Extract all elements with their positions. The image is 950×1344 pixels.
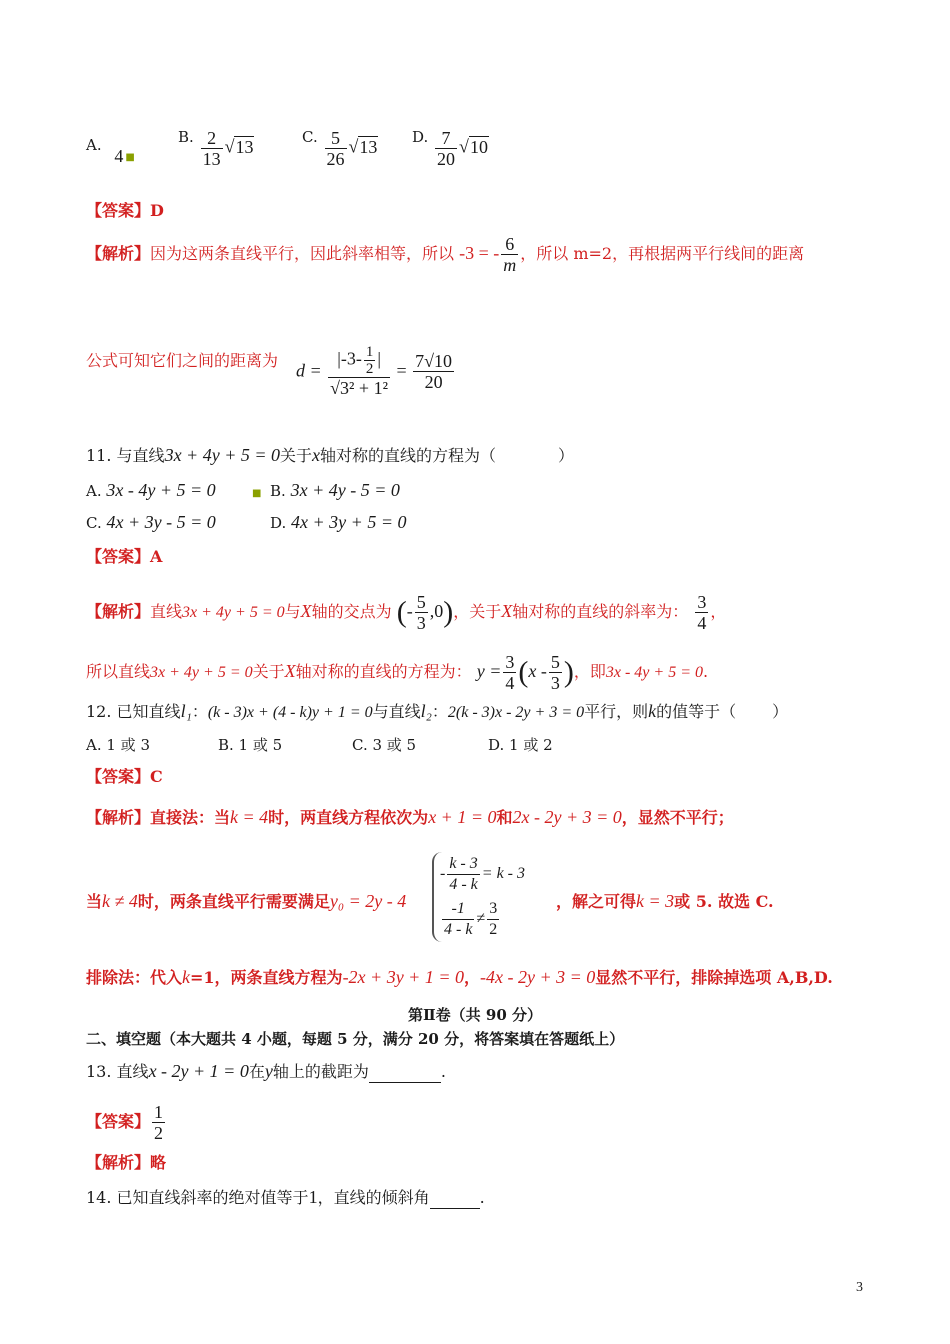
num-text: |-3-	[337, 348, 362, 369]
numerator: 7√10	[415, 350, 453, 371]
stem-text: 与直线	[116, 446, 165, 465]
option-letter: C.	[302, 128, 318, 146]
fraction	[501, 234, 518, 275]
equation: 2(k - 3)x - 2y + 3 = 0	[447, 704, 585, 721]
option-value: 4x + 3y - 5 = 0	[106, 512, 216, 532]
q13-analysis	[86, 1152, 166, 1174]
q10-answer	[86, 200, 164, 222]
option-letter: C.	[86, 514, 102, 532]
sign: -	[406, 601, 413, 621]
analysis-text: ，	[710, 602, 727, 621]
paren-close: )	[443, 595, 454, 629]
option-letter: A.	[86, 482, 102, 500]
question-number: 12.	[86, 702, 112, 721]
system-row-2	[440, 896, 525, 942]
sqrt: √13	[224, 136, 254, 157]
denominator: 26	[326, 149, 345, 169]
analysis-text: 显然不平行，排除掉选项 A,B,D.	[595, 968, 833, 987]
stem-text: 平行，则	[584, 702, 649, 721]
answer-tag: 【答案】	[86, 767, 151, 786]
denominator: 4	[697, 613, 707, 633]
option-value: 4x + 3y + 5 = 0	[291, 512, 407, 532]
fraction	[447, 854, 479, 895]
analysis-text: ，解之可得	[556, 892, 637, 911]
fraction	[442, 899, 474, 940]
q11-option-b	[270, 480, 400, 501]
result-fraction	[413, 351, 454, 392]
answer-tag: 【答案】	[86, 547, 151, 566]
option-value: 3x - 4y + 5 = 0	[106, 480, 216, 500]
fraction	[503, 652, 516, 693]
q13-answer	[86, 1102, 167, 1143]
equals: =	[396, 360, 407, 381]
q12-option-c: C. 3 或 5	[352, 736, 417, 754]
answer-blank[interactable]	[430, 1192, 480, 1209]
answer-value: D	[150, 201, 164, 220]
equation: -2x + 3y + 1 = 0	[342, 967, 464, 987]
numerator: 3	[487, 899, 499, 920]
section-heading: 二、填空题（本大题共 4 小题，每题 5 分，满分 20 分，将答案填在答题纸上）	[86, 1030, 625, 1048]
equation: 3x - 4y + 5 = 0	[605, 664, 703, 681]
q12-answer	[86, 766, 163, 788]
analysis-text: 和	[496, 808, 513, 827]
axis-symbol: X	[501, 601, 513, 621]
sign: -	[440, 865, 446, 882]
equation: 2x - 2y + 3 = 0	[512, 807, 622, 827]
equation: d =	[296, 360, 322, 381]
analysis-text: 与	[284, 602, 301, 621]
fraction	[328, 344, 390, 398]
axis-symbol: X	[284, 661, 296, 681]
denominator: √3² + 1²	[330, 378, 388, 398]
decor-dot: ■	[252, 488, 262, 499]
option-letter: D.	[270, 514, 287, 532]
stem-text: 已知直线	[116, 702, 181, 721]
rhs: = k - 3	[481, 865, 525, 882]
analysis-text: ，即	[573, 662, 606, 681]
denominator: 4	[505, 673, 515, 693]
line-symbol: l₂	[420, 701, 432, 721]
denominator: 2	[365, 361, 374, 377]
q11-option-d	[270, 512, 406, 533]
numerator: 3	[697, 592, 707, 612]
equation: x -	[528, 661, 547, 681]
denominator: 4 - k	[444, 920, 473, 938]
equation: x - 2y + 1 = 0	[148, 1061, 249, 1081]
answer-tag: 【答案】	[86, 201, 151, 220]
numerator: -1	[442, 899, 474, 920]
question-number: 11.	[86, 446, 112, 465]
paren-open: (	[518, 655, 529, 689]
q10-analysis-line1	[86, 234, 804, 275]
q10-option-c	[302, 128, 378, 169]
q11-option-a	[86, 480, 216, 501]
equation: k ≠ 4	[102, 891, 138, 911]
fraction	[487, 899, 499, 940]
equation-system	[432, 852, 525, 942]
analysis-text: .	[703, 662, 709, 681]
q12-option-a: A. 1 或 3	[86, 736, 150, 754]
analysis-tag: 【解析】	[86, 1153, 151, 1172]
fraction	[435, 128, 457, 169]
numerator: 5	[416, 592, 426, 612]
axis-symbol: y	[264, 1061, 273, 1081]
q11-answer	[86, 546, 162, 568]
analysis-text: 排除法：代入	[86, 968, 183, 987]
analysis-text: ，所以 m=2，再根据两平行线间的距离	[520, 244, 805, 263]
point-y: ,0	[429, 601, 444, 621]
q12-analysis-line2	[86, 890, 406, 913]
answer-blank[interactable]	[369, 1066, 441, 1083]
axis-symbol: X	[300, 601, 312, 621]
stem-text: 的值等于（	[656, 702, 737, 721]
numerator: 6	[501, 234, 518, 255]
equation: -3 = -	[459, 243, 500, 263]
equation: k = 3	[636, 891, 675, 911]
q12-analysis-line1	[86, 806, 734, 829]
analysis-text: 时，两条直线平行需要满足	[137, 892, 330, 911]
denominator: 20	[437, 149, 456, 169]
numerator	[328, 344, 390, 378]
numerator: 3	[505, 652, 515, 672]
q12-option-d: D. 1 或 2	[488, 736, 553, 754]
analysis-text: 直线	[150, 602, 183, 621]
option-letter: A.	[86, 136, 102, 154]
denominator: 2	[489, 920, 498, 938]
equation: 3x + 4y + 5 = 0	[150, 664, 253, 681]
analysis-text: 轴对称的直线的方程为：	[295, 662, 472, 681]
equation: x + 1 = 0	[428, 807, 497, 827]
stem-text: ：	[431, 702, 448, 721]
stem-text: .	[479, 1188, 485, 1207]
equation: -4x - 2y + 3 = 0	[480, 967, 596, 987]
fraction	[201, 128, 223, 169]
decor-dot: ■	[125, 152, 135, 163]
q10-analysis-line2	[86, 350, 278, 372]
numerator: 2	[201, 128, 223, 149]
q11-option-c	[86, 512, 216, 533]
section-title: 第Ⅱ卷（共 90 分）	[408, 1006, 542, 1024]
option-letter: B.	[178, 128, 194, 146]
question-number: 14.	[86, 1188, 112, 1207]
stem-text: 与直线	[372, 702, 421, 721]
denominator: 4 - k	[449, 875, 478, 893]
stem-text: 轴上的截距为	[272, 1062, 369, 1081]
answer-tag: 【答案】	[86, 1112, 151, 1131]
q12-analysis-line3	[86, 966, 833, 989]
equation: y =	[476, 661, 502, 681]
denominator: 3	[550, 673, 560, 693]
q11-analysis-line1	[86, 592, 726, 633]
q10-option-a	[86, 134, 135, 166]
q11-stem	[86, 444, 574, 467]
analysis-tag: 【解析】	[86, 808, 151, 827]
stem-text: 直线	[116, 1062, 149, 1081]
not-equal: ≠	[476, 910, 486, 927]
stem-text: ）	[772, 702, 789, 721]
num-text: |	[377, 348, 381, 369]
stem-text: .	[440, 1062, 446, 1081]
analysis-tag: 【解析】	[86, 244, 151, 263]
q10-option-b	[178, 128, 254, 169]
analysis-text: 因为这两条直线平行，因此斜率相等，所以	[150, 244, 455, 263]
denominator: 13	[202, 149, 221, 169]
q12-analysis-line2-tail	[556, 890, 774, 913]
denominator: m	[503, 255, 517, 275]
q12-option-b: B. 1 或 5	[218, 736, 283, 754]
numerator: k - 3	[447, 854, 479, 875]
analysis-text: ，	[463, 968, 480, 987]
stem-text: ，直线的倾斜角	[317, 1188, 430, 1207]
paren-close: )	[563, 655, 574, 689]
stem-text: 轴对称的直线的方程为（	[320, 446, 497, 465]
denominator: 2	[154, 1123, 164, 1143]
analysis-text: 时，两直线方程依次为	[268, 808, 429, 827]
equation: k = 4	[230, 807, 269, 827]
equation: (k - 3)x + (4 - k)y + 1 = 0	[207, 704, 373, 721]
line-symbol: l₁	[180, 701, 192, 721]
numerator: 7	[435, 128, 457, 149]
numerator: 5	[325, 128, 347, 149]
distance-formula	[296, 344, 456, 398]
fraction	[549, 652, 562, 693]
radicand: 10	[469, 136, 488, 157]
q13-stem	[86, 1060, 446, 1083]
slope-fraction	[695, 592, 708, 633]
radicand: 13	[359, 136, 378, 157]
analysis-tag: 【解析】	[86, 602, 151, 621]
analysis-text: 直接法：当	[150, 808, 231, 827]
fraction	[415, 592, 428, 633]
question-number: 13.	[86, 1062, 112, 1081]
option-value: 4	[114, 146, 124, 166]
numerator: 5	[550, 652, 560, 672]
sqrt: √13	[348, 136, 378, 157]
radicand: 13	[235, 136, 254, 157]
stem-text: 已知直线斜率的绝对值等于	[116, 1188, 309, 1207]
q10-option-d	[412, 128, 489, 169]
stem-text: 在	[248, 1062, 265, 1081]
number: 1	[308, 1187, 318, 1207]
stem-text: 关于	[279, 446, 312, 465]
analysis-text: 所以直线	[86, 662, 151, 681]
variable: k	[182, 967, 191, 987]
denominator: 3	[416, 613, 426, 633]
analysis-text: 关于	[252, 662, 285, 681]
numerator: 1	[154, 1102, 164, 1122]
answer-fraction	[152, 1102, 165, 1143]
sqrt: √10	[459, 136, 488, 157]
equation: 3x + 4y + 5 = 0	[182, 604, 285, 621]
answer-value: A	[150, 547, 163, 566]
denominator: 20	[424, 371, 443, 392]
equation: 3x + 4y + 5 = 0	[164, 445, 280, 465]
equation: y₀ = 2y - 4	[329, 891, 407, 911]
analysis-text: 轴的交点为	[311, 602, 392, 621]
analysis-text: 略	[150, 1153, 167, 1172]
q14-stem	[86, 1186, 485, 1209]
analysis-text: ，显然不平行；	[621, 808, 734, 827]
numerator: 1	[365, 344, 374, 360]
answer-value: C	[150, 767, 163, 786]
analysis-text: =1，两条直线方程为	[190, 968, 343, 987]
analysis-text: 或 5. 故选 C.	[674, 892, 774, 911]
analysis-text: 当	[86, 892, 103, 911]
paren-open: (	[396, 595, 407, 629]
fraction	[325, 128, 347, 169]
analysis-text: 公式可知它们之间的距离为	[86, 351, 279, 370]
q12-stem	[86, 700, 788, 724]
option-value: 3x + 4y - 5 = 0	[290, 480, 400, 500]
system-row-1	[440, 852, 525, 896]
half-fraction	[364, 344, 376, 377]
analysis-text: ，关于	[453, 602, 502, 621]
option-letter: D.	[412, 128, 429, 146]
analysis-text: 轴对称的直线的斜率为：	[512, 602, 689, 621]
page-number: 3	[856, 1280, 863, 1295]
variable: k	[648, 701, 657, 721]
q11-analysis-line2	[86, 652, 708, 693]
option-letter: B.	[270, 482, 286, 500]
stem-text: ：	[191, 702, 208, 721]
stem-text: ）	[558, 446, 575, 465]
axis-symbol: x	[312, 445, 320, 465]
